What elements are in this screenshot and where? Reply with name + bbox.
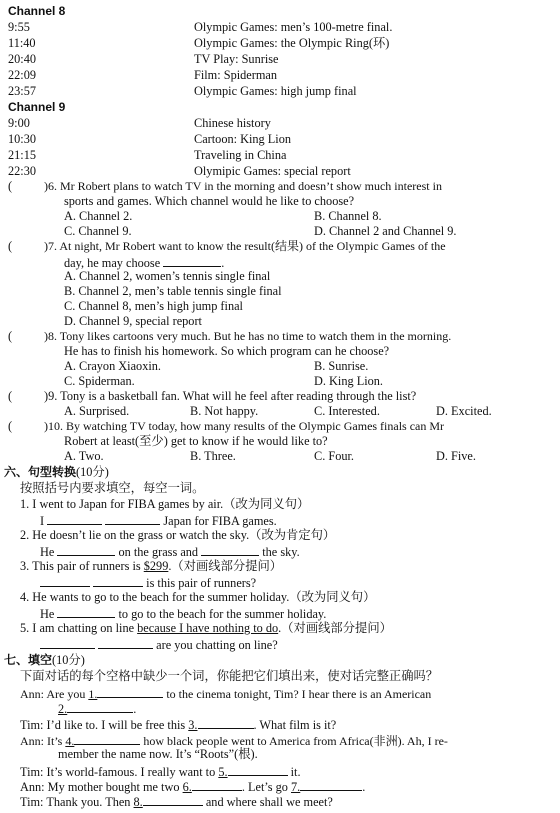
item-4-answer: He to go to the beach for the summer holiday. bbox=[40, 607, 327, 621]
schedule-time: 10:30 bbox=[8, 132, 37, 146]
option-d: D. Five. bbox=[436, 449, 476, 463]
option-b: B. Three. bbox=[190, 449, 236, 463]
option-d: D. King Lion. bbox=[314, 374, 383, 388]
channel-9-heading: Channel 9 bbox=[8, 100, 66, 114]
option-a: A. Channel 2, women’s tennis single final bbox=[64, 269, 271, 283]
schedule-program: Olymipic Games: special report bbox=[194, 164, 351, 178]
schedule-time: 22:09 bbox=[8, 68, 37, 82]
fill-blank bbox=[300, 778, 362, 791]
item-4-prompt: 4. He wants to go to the beach for the summer holiday.（改为同义句） bbox=[20, 590, 376, 604]
fill-blank bbox=[143, 793, 203, 806]
fill-blank bbox=[198, 716, 254, 729]
option-b: B. Channel 8. bbox=[314, 209, 382, 223]
option-b: B. Channel 2, men’s table tennis single final bbox=[64, 284, 282, 298]
fill-blank bbox=[93, 574, 143, 587]
channel-8-heading: Channel 8 bbox=[8, 4, 66, 18]
schedule-time: 20:40 bbox=[8, 52, 37, 66]
item-5-answer: are you chatting on line? bbox=[40, 636, 278, 653]
option-c: C. Channel 9. bbox=[64, 224, 132, 238]
question-10-stem-cont: Robert at least(至少) get to know if he would like to? bbox=[64, 434, 328, 448]
dialogue-line: 2. . bbox=[58, 702, 137, 716]
section-7-instructions: 下面对话的每个空格中缺少一个词，你能把它们填出来，使对话完整正确吗？ bbox=[20, 669, 439, 683]
fill-blank bbox=[40, 574, 90, 587]
fill-blank bbox=[201, 543, 259, 556]
question-6-stem-cont: sports and games. Which channel would he like to choose? bbox=[64, 194, 355, 208]
fill-blank bbox=[57, 543, 115, 556]
option-a: A. Channel 2. bbox=[64, 209, 133, 223]
item-2-prompt: 2. He doesn’t lie on the grass or watch the sky.（改为肯定句） bbox=[20, 528, 336, 542]
fill-blank bbox=[57, 605, 115, 618]
schedule-program: Olympic Games: men’s 100-metre final. bbox=[194, 20, 393, 34]
fill-blank bbox=[97, 685, 163, 698]
item-1-answer: I Japan for FIBA games. bbox=[40, 514, 277, 528]
fill-blank bbox=[74, 732, 140, 745]
option-c: C. Four. bbox=[314, 449, 354, 463]
option-d: D. Channel 2 and Channel 9. bbox=[314, 224, 457, 238]
fill-blank bbox=[40, 636, 95, 649]
section-6-instructions: 按照括号内要求填空，每空一词。 bbox=[20, 481, 205, 495]
schedule-program: Traveling in China bbox=[194, 148, 287, 162]
section-7-heading: 七、填空(10分) bbox=[4, 653, 85, 667]
schedule-program: Chinese history bbox=[194, 116, 271, 130]
question-9-stem: )9. Tony is a basketball fan. What will he feel after reading through the list? bbox=[44, 389, 417, 403]
option-a: A. Crayon Xiaoxin. bbox=[64, 359, 161, 373]
schedule-program: Film: Spiderman bbox=[194, 68, 278, 82]
item-3-answer: is this pair of runners? bbox=[40, 574, 256, 591]
dialogue-line: Ann: My mother bought me two 6. . Let’s go 7. . bbox=[20, 780, 366, 794]
schedule-time: 21:15 bbox=[8, 148, 37, 162]
option-a: A. Two. bbox=[64, 449, 104, 463]
dialogue-line: Ann: Are you 1. to the cinema tonight, Tim? I hear there is an American bbox=[20, 687, 432, 701]
option-c: C. Interested. bbox=[314, 404, 380, 418]
schedule-program: Olympic Games: high jump final bbox=[194, 84, 357, 98]
question-8-stem: )8. Tony likes cartoons very much. But he has no time to watch them in the morning. bbox=[44, 329, 452, 343]
answer-paren: ( bbox=[8, 419, 13, 433]
question-10-stem: )10. By watching TV today, how many results of the Olympic Games finals can Mr bbox=[44, 419, 445, 433]
answer-paren: ( bbox=[8, 239, 13, 253]
schedule-time: 22:30 bbox=[8, 164, 37, 178]
schedule-time: 11:40 bbox=[8, 36, 36, 50]
option-b: B. Sunrise. bbox=[314, 359, 369, 373]
dialogue-line: Ann: It’s 4. how black people went to America from Africa(非洲). Ah, I re- bbox=[20, 734, 448, 748]
item-1-prompt: 1. I went to Japan for FIBA games by air.（改为同义句） bbox=[20, 497, 310, 511]
schedule-time: 23:57 bbox=[8, 84, 37, 98]
question-6-stem: )6. Mr Robert plans to watch TV in the morning and doesn’t show much interest in bbox=[44, 179, 442, 193]
schedule-program: Cartoon: King Lion bbox=[194, 132, 292, 146]
answer-paren: ( bbox=[8, 179, 13, 193]
schedule-time: 9:55 bbox=[8, 20, 30, 34]
section-6-heading: 六、句型转换(10分) bbox=[4, 465, 109, 479]
question-7-stem: )7. At night, Mr Robert want to know the result(结果) of the Olympic Games of the bbox=[44, 239, 446, 253]
fill-blank bbox=[163, 254, 221, 267]
dialogue-line: member the name now. It’s “Roots”(根). bbox=[58, 747, 258, 761]
option-c: C. Spiderman. bbox=[64, 374, 135, 388]
answer-paren: ( bbox=[8, 389, 13, 403]
item-2-answer: He on the grass and the sky. bbox=[40, 545, 300, 559]
fill-blank bbox=[47, 512, 102, 525]
fill-blank bbox=[98, 636, 153, 649]
option-d: D. Excited. bbox=[436, 404, 492, 418]
dialogue-line: Tim: I’d like to. I will be free this 3. . What film is it? bbox=[20, 718, 337, 732]
schedule-time: 9:00 bbox=[8, 116, 30, 130]
fill-blank bbox=[192, 778, 242, 791]
option-d: D. Channel 9, special report bbox=[64, 314, 202, 328]
item-5-prompt: 5. I am chatting on line because I have nothing to do.（对画线部分提问） bbox=[20, 621, 392, 635]
answer-paren: ( bbox=[8, 329, 13, 343]
question-7-stem-cont: day, he may choose . bbox=[64, 256, 225, 270]
fill-blank bbox=[228, 763, 288, 776]
fill-blank bbox=[105, 512, 160, 525]
item-3-prompt: 3. This pair of runners is $299.（对画线部分提问） bbox=[20, 559, 283, 573]
option-c: C. Channel 8, men’s high jump final bbox=[64, 299, 243, 313]
schedule-program: Olympic Games: the Olympic Ring(环) bbox=[194, 36, 390, 50]
option-a: A. Surprised. bbox=[64, 404, 130, 418]
dialogue-line: Tim: Thank you. Then 8. and where shall we meet? bbox=[20, 795, 333, 809]
schedule-program: TV Play: Sunrise bbox=[194, 52, 279, 66]
question-8-stem-cont: He has to finish his homework. So which program can he choose? bbox=[64, 344, 390, 358]
dialogue-line: Tim: It’s world-famous. I really want to 5. it. bbox=[20, 765, 301, 779]
fill-blank bbox=[67, 700, 133, 713]
option-b: B. Not happy. bbox=[190, 404, 259, 418]
